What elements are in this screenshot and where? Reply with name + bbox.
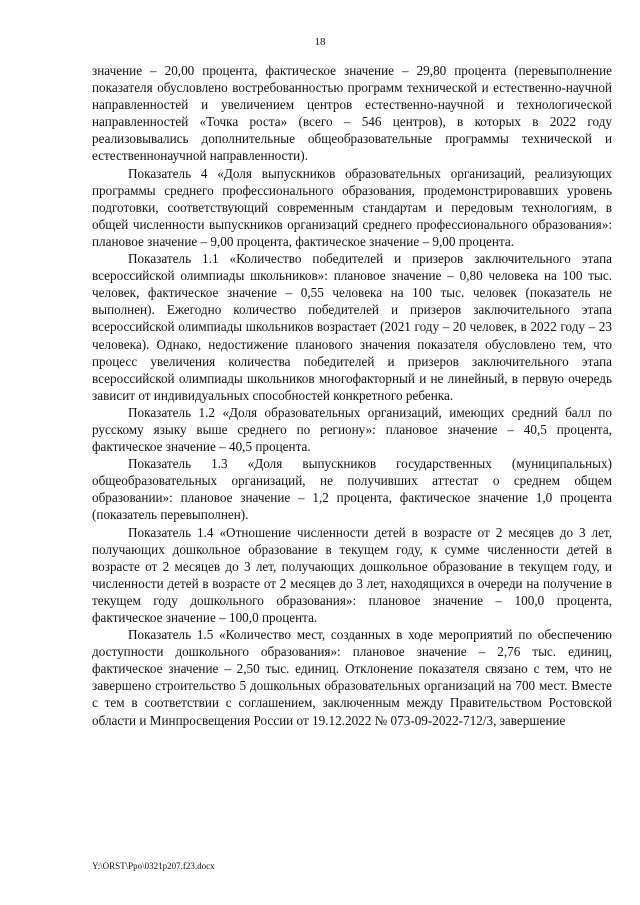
paragraph-indicator-1-4: Показатель 1.4 «Отношение численности детей в возрасте от 2 месяцев до 3 лет, получающих дошкольное образование в текущем году, к сумме численности детей в возрасте от 2 месяцев до 3 лет, получающих дошкольное образование в текущем году, и численности детей в возрасте от 2 месяцев до 3 лет, находящихся в очереди на получение в текущем году дошкольного образования»: плановое значение – 100,0 процента, фактическое значение – 100,0 процента. (92, 524, 612, 625)
paragraph-indicator-1-2: Показатель 1.2 «Доля образовательных организаций, имеющих средний балл по русскому языку выше среднего по региону»: плановое значение – 40,5 процента, фактическое значение – 40,5 процента. (92, 404, 612, 455)
paragraph-indicator-1-5: Показатель 1.5 «Количество мест, созданных в ходе мероприятий по обеспечению доступности дошкольного образования»: плановое значение – 2,76 тыс. единиц, фактическое значение – 2,50 тыс. единиц. Отклонение показателя связано с тем, что не завершено строительство 5 дошкольных образовательных организаций на 700 мест. Вместе с тем в соответствии с соглашением, заключенным между Правительством Ростовской области и Минпросвещения России от 19.12.2022 № 073-09-2022-712/3, завершение (92, 627, 612, 728)
document-body (92, 62, 612, 729)
paragraph-continuation: значение – 20,00 процента, фактическое значение – 29,80 процента (перевыполнение показателя обусловлено востребованностью программ технической и естественно-научной направленностей и увеличением центров естественно-научной и технологической направленностей «Точка роста» (всего – 546 центров), в которых в 2022 году реализовывались дополнительные общеобразовательные программы технической и естественнонаучной направленности). (92, 63, 612, 164)
page-number: 18 (314, 36, 326, 48)
paragraph-indicator-1-3: Показатель 1.3 «Доля выпускников государственных (муниципальных) общеобразовательных организаций, не получивших аттестат о среднем общем образовании»: плановое значение – 1,2 процента, фактическое значение 1,0 процента (показатель перевыполнен). (92, 456, 612, 523)
footer-file-path: Y:\ORST\Ppo\0321p207.f23.docx (92, 861, 215, 871)
paragraph-indicator-4: Показатель 4 «Доля выпускников образовательных организаций, реализующих программы среднего профессионального образования, продемонстрировавших уровень подготовки, соответствующий современным стандартам и передовым технологиям, в общей численности выпускников организаций среднего профессионального образования»: плановое значение – 9,00 процента, фактическое значение – 9,00 процента. (92, 165, 612, 249)
paragraph-indicator-1-1: Показатель 1.1 «Количество победителей и призеров заключительного этапа всероссийской олимпиады школьников»: плановое значение – 0,80 человека на 100 тыс. человек, фактическое значение – 0,55 человека на 100 тыс. человек (показатель не выполнен). Ежегодно количество победителей и призеров заключительного этапа всероссийской олимпиады школьников возрастает (2021 году – 20 человек, в 2022 году – 23 человека). Однако, недостижение планового значения показателя обусловлено тем, что процесс увеличения количества победителей и призеров заключительного этапа всероссийской олимпиады школьников многофакторный и не линейный, в первую очередь зависит от индивидуальных способностей конкретного ребенка. (92, 251, 612, 403)
